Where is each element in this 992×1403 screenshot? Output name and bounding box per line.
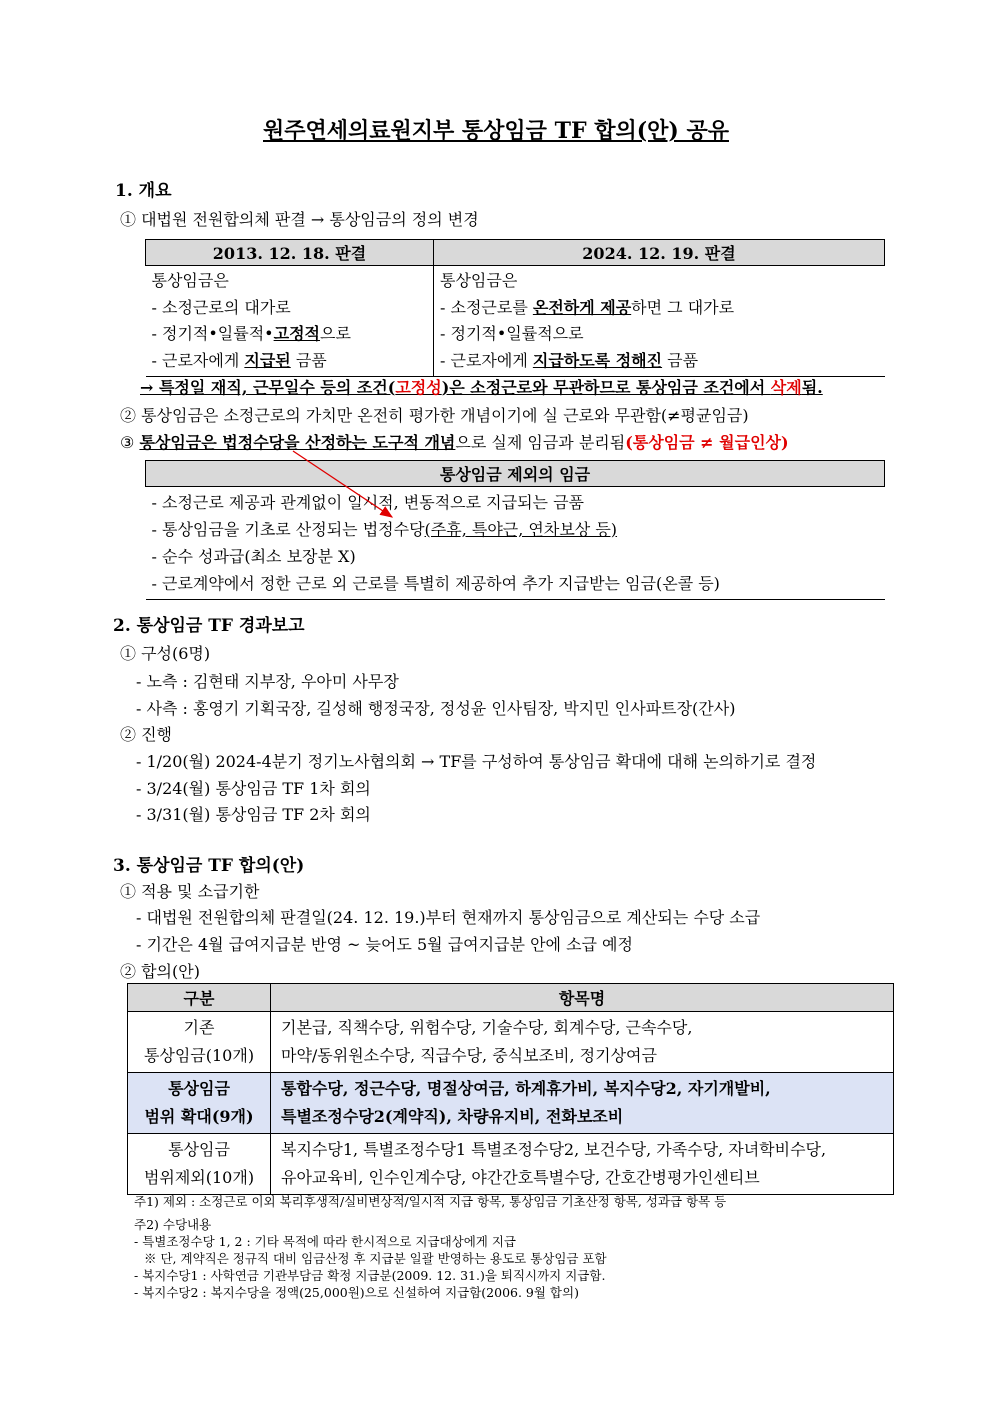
s2-sub1: ① 구성(6명): [120, 644, 211, 663]
s1-item2: ② 통상임금은 소정근로의 가치만 온전히 평가한 개념이기에 실 근로와 무관함(≠평균임금): [120, 406, 749, 425]
excl-line2: - 통상임금을 기초로 산정되는 법정수당(주휴, 특야근, 연차보상 등): [151, 520, 618, 539]
col2-line3: - 근로자에게 지급하도록 정해진 금품: [440, 350, 699, 370]
s2-progress2: - 3/24(월) 통상임금 TF 1차 회의: [136, 779, 371, 798]
s2-sub2: ② 진행: [120, 725, 172, 744]
table-row: 통상임금 범위제외(10개) 복지수당1, 특별조정수당1 특별조정수당2, 보건수당, 가족수당, 자녀학비수당, 유아교육비, 인수인계수당, 야간간호특별수당, 간호간병평가인센티브: [128, 1134, 894, 1195]
col2-line1: - 소정근로를 온전하게 제공하면 그 대가로: [440, 297, 735, 317]
agreement-header-category: 구분: [128, 984, 271, 1012]
s2-mgmt: - 사측 : 홍영기 기획국장, 길성해 행정국장, 정성윤 인사팀장, 박지민 인사파트장(간사): [136, 699, 736, 718]
s1-item3: ③ 통상임금은 법정수당을 산정하는 도구적 개념으로 실제 임금과 분리됨(통상임금 ≠ 월급인상): [120, 433, 789, 452]
table-row: 기존 통상임금(10개) 기본급, 직책수당, 위험수당, 기술수당, 회계수당, 근속수당, 마약/동위원소수당, 직급수당, 중식보조비, 정기상여금: [128, 1012, 894, 1073]
agreement-table: [127, 983, 894, 1195]
s1-conclusion: → 특정일 재직, 근무일수 등의 조건(고정성)은 소정근로와 무관하므로 통상임금 조건에서 삭제됨.: [140, 378, 823, 397]
col1-line2: - 정기적•일률적•고정적으로: [151, 324, 351, 343]
col1-line1: - 소정근로의 대가로: [151, 297, 291, 317]
note-5: - 복지수당1 : 사학연금 기관부담금 확정 지급분(2009. 12. 31.)을 퇴직시까지 지급함.: [134, 1268, 606, 1283]
section1-heading: 1. 개요: [115, 181, 172, 201]
s1-item1: ① 대법원 전원합의체 판결 → 통상임금의 정의 변경: [120, 210, 479, 229]
s2-progress3: - 3/31(월) 통상임금 TF 2차 회의: [136, 805, 371, 824]
s3-apply2: - 기간은 4월 급여지급분 반영 ~ 늦어도 5월 급여지급분 안에 소급 예정: [136, 935, 633, 954]
note-3: - 특별조정수당 1, 2 : 기타 목적에 따라 한시적으로 지급대상에게 지급: [134, 1234, 516, 1249]
s3-sub2: ② 합의(안): [120, 962, 200, 981]
col2-header: 2024. 12. 19. 판결: [434, 240, 885, 266]
note-4: ※ 단, 계약직은 정규직 대비 임금산정 후 지급분 일괄 반영하는 용도로 통상임금 포함: [144, 1251, 607, 1266]
col1-line3: - 근로자에게 지급된 금품: [151, 350, 327, 370]
page-title: 원주연세의료원지부 통상임금 TF 합의(안) 공유: [263, 118, 729, 144]
s2-progress1: - 1/20(월) 2024-4분기 정기노사협의회 → TF를 구성하여 통상임금 확대에 대해 논의하기로 결정: [136, 752, 817, 771]
note-6: - 복지수당2 : 복지수당을 정액(25,000원)으로 신설하여 지급함(2006. 9월 합의): [134, 1285, 579, 1300]
excl-line4: - 근로계약에서 정한 근로 외 근로를 특별히 제공하여 추가 지급받는 임금(온콜 등): [151, 574, 720, 593]
agreement-header-items: 항목명: [271, 984, 894, 1012]
section3-heading: 3. 통상임금 TF 합의(안): [113, 856, 305, 876]
section2-heading: 2. 통상임금 TF 경과보고: [113, 616, 305, 636]
col1-intro: 통상임금은: [151, 271, 229, 290]
s3-apply1: - 대법원 전원합의체 판결일(24. 12. 19.)부터 현재까지 통상임금으로 계산되는 수당 소급: [136, 908, 761, 927]
excl-header: 통상임금 제외의 임금: [146, 461, 885, 487]
s2-labor: - 노측 : 김현태 지부장, 우아미 사무장: [136, 672, 399, 691]
s3-sub1: ① 적용 및 소급기한: [120, 882, 260, 901]
table-row: 통상임금 범위 확대(9개) 통합수당, 정근수당, 명절상여금, 하계휴가비, 복지수당2, 자기개발비, 특별조정수당2(계약직), 차량유지비, 전화보조비: [128, 1073, 894, 1134]
excl-line1: - 소정근로 제공과 관계없이 일시적, 변동적으로 지급되는 금품: [151, 493, 584, 512]
col2-intro: 통상임금은: [440, 271, 518, 290]
col2-line2: - 정기적•일률적으로: [440, 324, 584, 343]
col1-header: 2013. 12. 18. 판결: [146, 240, 434, 266]
note-1: 주1) 제외 : 소정근로 이외 복리후생적/실비변상적/일시적 지급 항목, 통상임금 기초산정 항목, 성과급 항목 등: [134, 1194, 727, 1209]
excl-line3: - 순수 성과급(최소 보장분 X): [151, 547, 356, 566]
note-2: 주2) 수당내용: [134, 1217, 212, 1232]
